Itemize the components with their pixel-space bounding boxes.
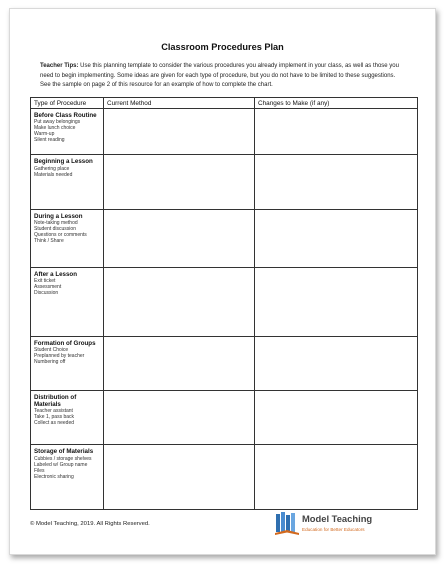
procedure-example: Preplanned by teacher [34,352,85,359]
procedure-type-cell [31,268,104,337]
tips-text: Use this planning template to consider the various procedures you already implement in your class, as well as those you need to begin implementing. Some ideas are given for each type of procedure, but you do not have to be limited to these suggestions. See the sample on page 2 of this resource for an example of how to complete the chart. [40,63,399,89]
procedure-example: Assessment [34,284,62,291]
procedure-type-cell [31,336,104,390]
procedure-example: Electronic sharing [34,473,74,480]
procedure-example: Silent reading [34,137,65,144]
procedure-example: Collect as needed [34,420,75,427]
header-type-of-procedure: Type of Procedure [31,98,104,109]
procedure-category: After a Lesson [34,271,77,279]
table-row [31,155,418,209]
procedure-example: Put away belongings [34,119,81,126]
book-icon [274,509,300,537]
procedure-category: Before Class Routine [34,112,97,119]
procedure-example: Materials needed [34,171,73,178]
table-header-row [31,98,418,109]
procedure-category: During a Lesson [34,212,83,220]
logo-tagline: Education for Better Educators [302,527,365,532]
current-method-cell[interactable] [104,268,255,337]
table-row [31,445,418,510]
current-method-cell[interactable] [104,209,255,267]
procedure-example: Cubbies / storage shelves [34,455,92,462]
procedure-category: Storage of Materials [34,448,94,456]
procedure-category: Formation of Groups [34,339,96,347]
procedure-example: Numbering off [34,358,66,365]
current-method-cell[interactable] [104,155,255,209]
procedure-example: Make lunch choice [34,125,76,132]
table-row [31,268,418,337]
procedure-category: Distribution of Materials [34,394,77,409]
procedure-category: Beginning a Lesson [34,158,93,166]
procedure-example: Warm-up [34,131,55,138]
current-method-cell[interactable] [104,391,255,445]
header-changes-to-make: Changes to Make (if any) [255,98,418,109]
procedure-example: Take 1, pass back [34,414,75,421]
procedure-type-cell [31,445,104,510]
changes-to-make-cell[interactable] [255,336,418,390]
table-row [31,109,418,155]
procedure-type-cell [31,391,104,445]
table-row [31,209,418,267]
procedure-example: Note-taking method [34,219,78,226]
current-method-cell[interactable] [104,336,255,390]
procedure-example: Student discussion [34,225,76,232]
copyright-text: © Model Teaching, 2019. All Rights Reserved. [30,521,150,527]
procedure-example: Labeled w/ Group name [34,461,88,468]
changes-to-make-cell[interactable] [255,209,418,267]
changes-to-make-cell[interactable] [255,445,418,510]
page-title: Classroom Procedures Plan [161,42,284,52]
procedure-example: Exit ticket [34,278,56,285]
procedure-example: Teacher assistant [34,408,73,415]
table-body [31,109,418,510]
procedure-example: Student Choice [34,346,69,353]
current-method-cell[interactable] [104,445,255,510]
teacher-tips [40,62,405,91]
procedure-example: Think / Share [34,237,64,244]
header-current-method: Current Method [104,98,255,109]
procedure-type-cell [31,155,104,209]
model-teaching-logo [274,509,392,539]
procedure-type-cell [31,209,104,267]
table-row [31,336,418,390]
table-row [31,391,418,445]
changes-to-make-cell[interactable] [255,155,418,209]
changes-to-make-cell[interactable] [255,391,418,445]
procedure-example: Files [34,467,45,474]
procedure-type-cell [31,109,104,155]
changes-to-make-cell[interactable] [255,268,418,337]
changes-to-make-cell[interactable] [255,109,418,155]
tips-label: Teacher Tips: [40,63,79,69]
logo-name: Model Teaching [302,513,373,524]
current-method-cell[interactable] [104,109,255,155]
procedure-example: Questions or comments [34,231,87,238]
procedures-table [30,97,418,510]
procedure-example: Gathering place [34,165,70,172]
procedure-example: Discussion [34,290,59,297]
